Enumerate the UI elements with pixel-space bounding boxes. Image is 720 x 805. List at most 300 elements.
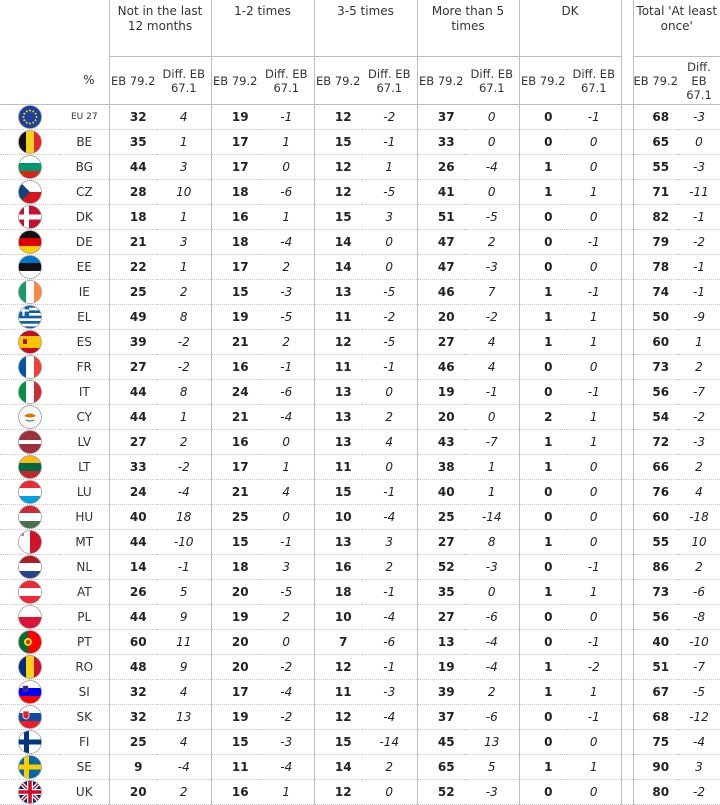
table-row [0,555,720,580]
diff-value-cell: 2 [678,455,720,480]
eb-value-cell: 55 [633,530,678,555]
eb-value-cell: 56 [633,605,678,630]
diff-value-cell: 11 [157,630,211,655]
country-code: UK [60,780,109,805]
sub-header-eb: EB 79.2 [109,57,157,105]
diff-value-cell: -2 [465,305,519,330]
diff-value-cell: -5 [465,205,519,230]
eb-value-cell: 52 [417,780,465,805]
diff-value-cell: -6 [465,705,519,730]
diff-value-cell: 10 [678,530,720,555]
group-header-3-5-times: 3-5 times [314,0,417,57]
eb-value-cell: 16 [211,780,259,805]
eb-value-cell: 27 [417,605,465,630]
diff-value-cell: -2 [678,780,720,805]
eb-value-cell: 20 [109,780,157,805]
diff-value-cell: 0 [362,255,417,280]
diff-value-cell: 2 [678,555,720,580]
diff-value-cell: -1 [362,480,417,505]
sub-header-diff: Diff. EB 67.1 [567,57,621,105]
eb-value-cell: 19 [417,655,465,680]
eb-value-cell: 17 [211,680,259,705]
eb-value-cell: 0 [519,230,567,255]
eb-value-cell: 19 [211,105,259,130]
eb-value-cell: 33 [417,130,465,155]
eb-value-cell: 14 [314,255,362,280]
diff-value-cell: -1 [567,555,621,580]
eb-value-cell: 44 [109,605,157,630]
diff-value-cell: -4 [465,630,519,655]
eb-value-cell: 40 [109,505,157,530]
table-row [0,305,720,330]
column-gap [621,330,633,355]
diff-value-cell: -3 [678,105,720,130]
column-gap [621,205,633,230]
diff-value-cell: 1 [259,780,314,805]
diff-value-cell: 0 [362,455,417,480]
eb-value-cell: 0 [519,730,567,755]
diff-value-cell: 1 [157,130,211,155]
table-row [0,355,720,380]
nl-flag-icon [0,555,60,580]
eb-value-cell: 49 [109,305,157,330]
diff-value-cell: -4 [259,755,314,780]
eb-value-cell: 22 [109,255,157,280]
diff-value-cell: 13 [157,705,211,730]
diff-value-cell: -4 [362,605,417,630]
column-gap [621,380,633,405]
eb-value-cell: 68 [633,105,678,130]
diff-value-cell: 2 [465,680,519,705]
eb-value-cell: 15 [211,530,259,555]
diff-value-cell: 4 [465,355,519,380]
eb-value-cell: 1 [519,430,567,455]
diff-value-cell: 0 [567,205,621,230]
diff-value-cell: -1 [362,130,417,155]
column-gap [621,630,633,655]
table-row [0,530,720,555]
diff-value-cell: 1 [259,205,314,230]
diff-value-cell: -1 [678,205,720,230]
table-row [0,630,720,655]
eb-value-cell: 18 [314,580,362,605]
diff-value-cell: -8 [678,605,720,630]
eb-value-cell: 37 [417,705,465,730]
eb-value-cell: 13 [314,280,362,305]
eb-value-cell: 0 [519,555,567,580]
ro-flag-icon [0,655,60,680]
column-gap [621,155,633,180]
pt-flag-icon [0,630,60,655]
eb-value-cell: 46 [417,280,465,305]
diff-value-cell: 4 [259,480,314,505]
group-header-dk: DK [519,0,621,57]
diff-value-cell: 4 [157,730,211,755]
diff-value-cell: -7 [678,380,720,405]
diff-value-cell: 1 [678,330,720,355]
eb-value-cell: 0 [519,705,567,730]
eb-value-cell: 78 [633,255,678,280]
hu-flag-icon [0,505,60,530]
eb-value-cell: 32 [109,105,157,130]
eb-value-cell: 19 [211,705,259,730]
diff-value-cell: 3 [362,205,417,230]
eb-value-cell: 75 [633,730,678,755]
eb-value-cell: 0 [519,205,567,230]
diff-value-cell: 0 [567,780,621,805]
country-code: EE [60,255,109,280]
country-code: EL [60,305,109,330]
diff-value-cell: 10 [157,180,211,205]
diff-value-cell: 0 [362,230,417,255]
eb-value-cell: 12 [314,705,362,730]
eb-value-cell: 1 [519,755,567,780]
diff-value-cell: -6 [678,580,720,605]
eb-value-cell: 15 [314,130,362,155]
diff-value-cell: -4 [259,405,314,430]
column-gap [621,780,633,805]
diff-value-cell: 3 [157,155,211,180]
eb-value-cell: 1 [519,330,567,355]
eb-value-cell: 0 [519,480,567,505]
eu-flag-icon [0,105,60,130]
eb-value-cell: 12 [314,105,362,130]
eb-value-cell: 51 [417,205,465,230]
diff-value-cell: 0 [259,430,314,455]
diff-value-cell: 13 [465,730,519,755]
diff-value-cell: 0 [465,580,519,605]
column-gap [621,130,633,155]
country-code: RO [60,655,109,680]
diff-value-cell: -5 [259,580,314,605]
eb-value-cell: 11 [211,755,259,780]
eb-value-cell: 27 [109,430,157,455]
diff-value-cell: -10 [157,530,211,555]
column-gap [621,505,633,530]
sk-flag-icon [0,705,60,730]
diff-value-cell: -14 [362,730,417,755]
diff-value-cell: 1 [567,180,621,205]
country-code: LT [60,455,109,480]
eb-value-cell: 82 [633,205,678,230]
diff-value-cell: 0 [259,155,314,180]
ee-flag-icon [0,255,60,280]
diff-value-cell: 0 [259,630,314,655]
diff-value-cell: -1 [465,380,519,405]
eb-value-cell: 0 [519,505,567,530]
eb-value-cell: 27 [417,530,465,555]
diff-value-cell: 4 [465,330,519,355]
eb-value-cell: 27 [417,330,465,355]
diff-value-cell: -2 [157,455,211,480]
country-code: LU [60,480,109,505]
diff-value-cell: 3 [362,530,417,555]
column-gap [621,655,633,680]
diff-value-cell: 1 [465,455,519,480]
mt-flag-icon [0,530,60,555]
fr-flag-icon [0,355,60,380]
column-gap [621,405,633,430]
eb-value-cell: 16 [314,555,362,580]
diff-value-cell: -4 [157,480,211,505]
diff-value-cell: -9 [678,305,720,330]
eb-value-cell: 21 [109,230,157,255]
eb-value-cell: 0 [519,380,567,405]
diff-value-cell: 0 [567,155,621,180]
de-flag-icon [0,230,60,255]
el-flag-icon [0,305,60,330]
sub-header-eb: EB 79.2 [211,57,259,105]
column-gap [621,255,633,280]
eb-value-cell: 19 [211,605,259,630]
sub-header-diff: Diff. EB 67.1 [678,57,720,105]
diff-value-cell: -1 [259,105,314,130]
diff-value-cell: 3 [157,230,211,255]
it-flag-icon [0,380,60,405]
diff-value-cell: 0 [362,380,417,405]
diff-value-cell: -2 [362,105,417,130]
diff-value-cell: -4 [465,655,519,680]
eb-value-cell: 33 [109,455,157,480]
group-header-total-at-least-once: Total 'At least once' [633,0,720,57]
sub-header-diff: Diff. EB 67.1 [157,57,211,105]
eb-value-cell: 12 [314,330,362,355]
eb-value-cell: 13 [417,630,465,655]
column-gap [621,705,633,730]
table-row [0,230,720,255]
column-gap [621,180,633,205]
eb-value-cell: 12 [314,780,362,805]
eb-value-cell: 68 [633,705,678,730]
diff-value-cell: 4 [678,480,720,505]
percent-label: % [60,57,109,105]
column-gap [621,430,633,455]
eb-value-cell: 11 [314,680,362,705]
diff-value-cell: -5 [362,330,417,355]
diff-value-cell: -1 [567,280,621,305]
column-gap [621,280,633,305]
diff-value-cell: -4 [362,505,417,530]
diff-value-cell: 2 [259,255,314,280]
column-gap [621,455,633,480]
eb-value-cell: 28 [109,180,157,205]
country-code: HU [60,505,109,530]
column-gap [621,355,633,380]
diff-value-cell: -2 [678,230,720,255]
country-code: DK [60,205,109,230]
eb-value-cell: 73 [633,355,678,380]
diff-value-cell: 1 [157,205,211,230]
eb-value-cell: 51 [633,655,678,680]
eb-value-cell: 47 [417,230,465,255]
diff-value-cell: -1 [567,630,621,655]
pl-flag-icon [0,605,60,630]
diff-value-cell: -4 [465,155,519,180]
diff-value-cell: -3 [465,555,519,580]
eb-value-cell: 32 [109,705,157,730]
eb-value-cell: 48 [109,655,157,680]
eb-value-cell: 1 [519,655,567,680]
dk-flag-icon [0,205,60,230]
diff-value-cell: 1 [567,405,621,430]
diff-value-cell: 1 [567,330,621,355]
eb-value-cell: 11 [314,455,362,480]
diff-value-cell: -4 [362,705,417,730]
diff-value-cell: 0 [567,730,621,755]
diff-value-cell: 0 [567,355,621,380]
country-code: SK [60,705,109,730]
diff-value-cell: 3 [259,555,314,580]
diff-value-cell: 0 [465,130,519,155]
eb-value-cell: 18 [211,230,259,255]
eb-value-cell: 13 [314,430,362,455]
eb-value-cell: 56 [633,380,678,405]
diff-value-cell: -7 [465,430,519,455]
diff-value-cell: 2 [259,330,314,355]
eb-value-cell: 13 [314,405,362,430]
diff-value-cell: 0 [567,505,621,530]
diff-value-cell: 1 [567,580,621,605]
country-code: PL [60,605,109,630]
diff-value-cell: 0 [465,180,519,205]
diff-value-cell: 2 [362,555,417,580]
eb-value-cell: 60 [633,330,678,355]
country-code: EU 27 [60,105,109,130]
table-row [0,730,720,755]
lv-flag-icon [0,430,60,455]
eb-value-cell: 73 [633,580,678,605]
eb-value-cell: 12 [314,155,362,180]
diff-value-cell: 0 [567,130,621,155]
diff-value-cell: 5 [157,580,211,605]
eb-value-cell: 0 [519,255,567,280]
eb-value-cell: 24 [109,480,157,505]
table-row [0,705,720,730]
eb-value-cell: 41 [417,180,465,205]
eb-value-cell: 12 [314,180,362,205]
eb-value-cell: 1 [519,305,567,330]
eb-value-cell: 44 [109,380,157,405]
eb-value-cell: 0 [519,605,567,630]
ie-flag-icon [0,280,60,305]
eb-value-cell: 21 [211,330,259,355]
eb-value-cell: 20 [417,405,465,430]
diff-value-cell: 0 [567,255,621,280]
table-row [0,205,720,230]
eb-value-cell: 15 [314,205,362,230]
eb-value-cell: 13 [314,530,362,555]
country-code: BE [60,130,109,155]
sub-header-eb: EB 79.2 [519,57,567,105]
diff-value-cell: 9 [157,605,211,630]
eb-value-cell: 25 [417,505,465,530]
eb-value-cell: 35 [109,130,157,155]
eb-value-cell: 7 [314,630,362,655]
eb-value-cell: 46 [417,355,465,380]
eb-value-cell: 20 [211,655,259,680]
diff-value-cell: 2 [157,280,211,305]
group-header-1-2-times: 1-2 times [211,0,314,57]
eb-value-cell: 54 [633,405,678,430]
diff-value-cell: -18 [678,505,720,530]
diff-value-cell: -1 [362,655,417,680]
eb-value-cell: 1 [519,680,567,705]
eb-value-cell: 1 [519,530,567,555]
table-row [0,380,720,405]
eb-value-cell: 27 [109,355,157,380]
diff-value-cell: -6 [465,605,519,630]
column-gap [621,305,633,330]
eb-value-cell: 50 [633,305,678,330]
eb-value-cell: 19 [417,380,465,405]
eb-value-cell: 0 [519,630,567,655]
diff-value-cell: 3 [678,755,720,780]
country-code: PT [60,630,109,655]
sub-header-diff: Diff. EB 67.1 [465,57,519,105]
column-gap [621,555,633,580]
diff-value-cell: -6 [259,380,314,405]
eb-value-cell: 15 [211,730,259,755]
eb-value-cell: 9 [109,755,157,780]
eb-value-cell: 60 [633,505,678,530]
eb-value-cell: 60 [109,630,157,655]
diff-value-cell: -7 [678,655,720,680]
column-gap [621,755,633,780]
eb-value-cell: 13 [314,380,362,405]
diff-value-cell: 1 [259,130,314,155]
eb-value-cell: 66 [633,455,678,480]
diff-value-cell: -5 [362,280,417,305]
country-code: CZ [60,180,109,205]
eb-value-cell: 44 [109,530,157,555]
diff-value-cell: -5 [362,180,417,205]
diff-value-cell: -3 [362,680,417,705]
eb-value-cell: 20 [417,305,465,330]
eb-value-cell: 16 [211,205,259,230]
eb-value-cell: 39 [417,680,465,705]
diff-value-cell: -2 [259,655,314,680]
diff-value-cell: -1 [678,255,720,280]
eb-value-cell: 16 [211,430,259,455]
diff-value-cell: 8 [465,530,519,555]
diff-value-cell: -2 [259,705,314,730]
diff-value-cell: 2 [157,430,211,455]
column-gap [621,680,633,705]
diff-value-cell: -1 [567,705,621,730]
diff-value-cell: -1 [567,230,621,255]
eb-value-cell: 25 [109,730,157,755]
table-row [0,255,720,280]
header-row-groups [0,0,720,57]
eb-value-cell: 40 [633,630,678,655]
eb-value-cell: 52 [417,555,465,580]
diff-value-cell: 5 [465,755,519,780]
diff-value-cell: 1 [567,305,621,330]
lu-flag-icon [0,480,60,505]
country-code: ES [60,330,109,355]
table-row [0,180,720,205]
table-row [0,330,720,355]
eb-value-cell: 25 [109,280,157,305]
be-flag-icon [0,130,60,155]
diff-value-cell: -1 [362,580,417,605]
eb-value-cell: 17 [211,155,259,180]
diff-value-cell: 2 [362,755,417,780]
table-row [0,780,720,805]
eb-value-cell: 38 [417,455,465,480]
eb-value-cell: 15 [314,480,362,505]
table-row [0,280,720,305]
